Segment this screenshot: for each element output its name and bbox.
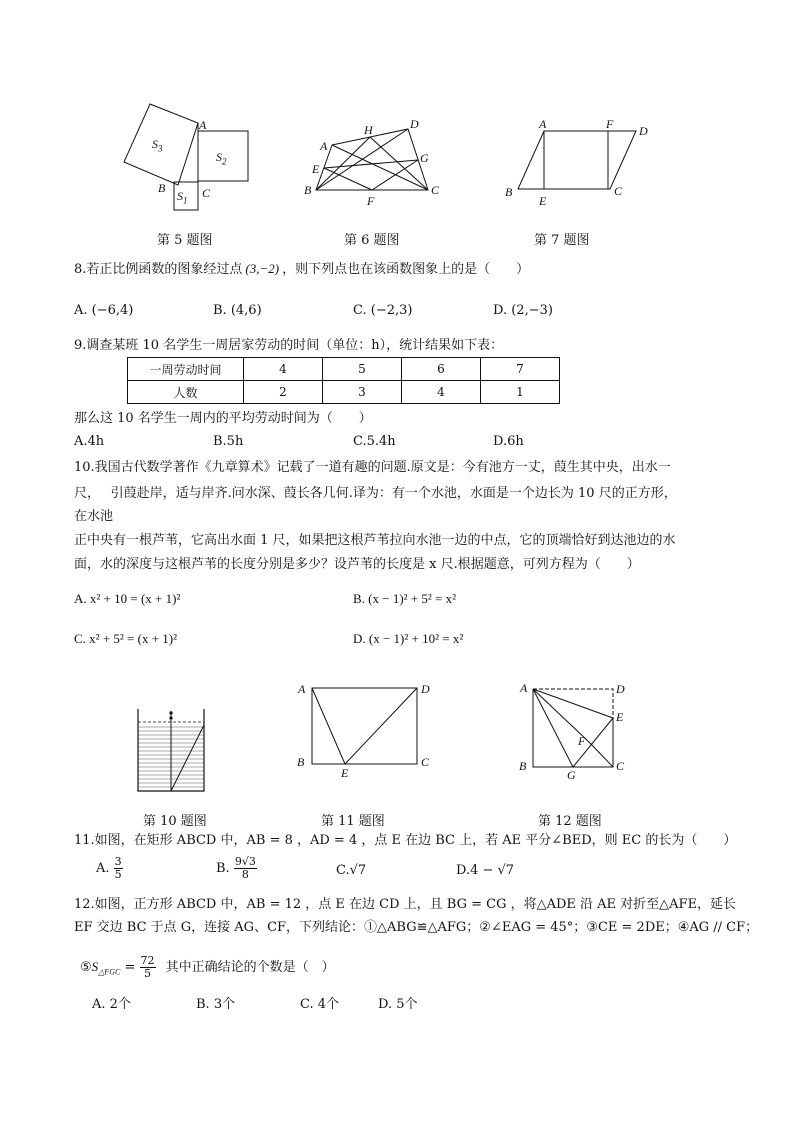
q11-stem: 11.如图，在矩形 ABCD 中，AB = 8 ，AD = 4 ，点 E 在边 BC 上，若 AE 平分∠BED，则 EC 的长为（ ）: [74, 833, 737, 848]
fig12-label-a: A: [520, 681, 528, 695]
q9-question: 那么这 10 名学生一周内的平均劳动时间为（ ）: [74, 411, 372, 426]
q8-option-d[interactable]: D. (2,−3): [493, 303, 553, 318]
q11-option-d[interactable]: D.4 − √7: [456, 863, 515, 878]
q9-option-d[interactable]: D.6h: [493, 434, 524, 449]
quadrilateral-abcd: [316, 129, 428, 190]
table-cell: 3: [323, 381, 402, 404]
fig7-label-f: F: [606, 117, 614, 131]
q10-line-2: 尺， 引葭赴岸，适与岸齐.问水深、葭长各几何.译为：有一个水池，水面是一个边长为 10 尺的正方形，: [74, 486, 677, 501]
table-row: [128, 358, 560, 381]
q10-line-3: 在水池: [74, 509, 114, 524]
table-cell: 4: [402, 381, 481, 404]
table-row: [128, 381, 560, 404]
fig12-label-e: E: [616, 710, 624, 724]
fig6-label-e: E: [312, 162, 320, 176]
parallelogram-abcd: [518, 131, 636, 189]
fig6-label-a: A: [320, 139, 328, 153]
fig5-label-s2: $S_2$: [216, 150, 227, 167]
table-cell: 7: [481, 358, 560, 381]
fig6-label-b: B: [304, 183, 312, 197]
fig5-label-a: A: [199, 118, 207, 132]
q12-line-2: EF 交边 BC 于点 G，连接 AG、CF，下列结论：①△ABG≌△AFG；②∠EAG = 45°；③CE = 2DE；④AG // CF；: [74, 920, 759, 935]
figure-11: [305, 680, 425, 770]
q12-option-c[interactable]: C. 4个: [300, 997, 340, 1012]
rectangle-abcd: [312, 688, 417, 764]
fig7-caption: 第 7 题图: [534, 233, 590, 248]
fig5-caption: 第 5 题图: [157, 233, 213, 248]
fig6-label-h: H: [364, 123, 373, 137]
table-cell: 2: [244, 381, 323, 404]
fig11-label-e: E: [341, 766, 349, 780]
fig5-label-s3: $S_3$: [152, 137, 163, 154]
fig10-caption: 第 10 题图: [143, 814, 207, 829]
q12-line-3: $⑤S_{\triangle FGC}$ = $\frac{72}{5}$ 其中正确结论的个数是（ ）: [80, 954, 335, 980]
q10-option-d[interactable]: D. (x − 1)² + 10² = x²: [353, 631, 464, 646]
fig7-label-c: C: [614, 184, 623, 198]
fig11-label-c: C: [421, 755, 430, 769]
fig12-label-d: D: [616, 682, 625, 696]
fig7-label-e: E: [539, 194, 547, 208]
q9-option-a[interactable]: A.4h: [74, 434, 105, 449]
q8-option-c[interactable]: C. (−2,3): [353, 303, 413, 318]
q12-option-b[interactable]: B. 3个: [196, 997, 236, 1012]
table-cell: 1: [481, 381, 560, 404]
q11-option-a[interactable]: A. $\frac{3}{5}$: [96, 855, 122, 881]
fig6-label-d: D: [410, 117, 419, 131]
q11-option-b[interactable]: B. $\frac{9√3}{8}$: [216, 855, 256, 881]
fig5-label-b: B: [158, 181, 166, 195]
fig11-label-a: A: [298, 682, 306, 696]
table-cell: 6: [402, 358, 481, 381]
fig12-label-g: G: [567, 768, 576, 782]
fig5-label-c: C: [202, 186, 211, 200]
table-cell: 5: [323, 358, 402, 381]
fig6-caption: 第 6 题图: [344, 233, 400, 248]
q12-option-d[interactable]: D. 5个: [378, 997, 418, 1012]
fig6-label-g: G: [420, 151, 429, 165]
q10-line-5: 面，水的深度与这根芦苇的长度分别是多少？设芦苇的长度是 x 尺.根据题意，可列方程为（ ）: [74, 557, 640, 572]
figure-12: [528, 683, 623, 773]
q8-option-a[interactable]: A. (−6,4): [74, 303, 134, 318]
q8-option-b[interactable]: B. (4,6): [213, 303, 262, 318]
q10-option-c[interactable]: C. x² + 5² = (x + 1)²: [74, 631, 178, 646]
triangle-abc: [174, 123, 198, 182]
q12-option-a[interactable]: A. 2个: [92, 997, 131, 1012]
fig12-label-c: C: [616, 759, 625, 773]
fig7-label-b: B: [505, 185, 513, 199]
fig6-label-c: C: [431, 183, 440, 197]
q11-option-c[interactable]: C.√7: [336, 863, 367, 878]
q10-option-a[interactable]: A. x² + 10 = (x + 1)²: [74, 591, 181, 606]
q9-option-c[interactable]: C.5.4h: [353, 434, 396, 449]
fig7-label-a: A: [539, 117, 547, 131]
fig12-label-f: F: [578, 734, 586, 748]
fig11-label-b: B: [297, 755, 305, 769]
fig11-label-d: D: [421, 682, 430, 696]
q9-stem: 9.调查某班 10 名学生一周居家劳动的时间（单位：h），统计结果如下表：: [74, 338, 504, 353]
fig5-label-s1: $S_1$: [177, 189, 188, 206]
table-cell: 4: [244, 358, 323, 381]
q9-option-b[interactable]: B.5h: [213, 434, 244, 449]
fig6-label-f: F: [367, 194, 375, 208]
fig12-caption: 第 12 题图: [538, 814, 602, 829]
table-cell: 人数: [128, 381, 244, 404]
q12-line-1: 12.如图，正方形 ABCD 中，AB = 12 ，点 E 在边 CD 上，且 BG = CG ，将△ADE 沿 AE 对折至△AFE，延长: [74, 897, 737, 912]
q10-line-4: 正中央有一根芦苇，它高出水面 1 尺，如果把这根芦苇拉向水池一边的中点，它的顶端恰好到达池边的水: [74, 533, 676, 548]
table-cell: 一周劳动时间: [128, 358, 244, 381]
fig7-label-d: D: [639, 124, 648, 138]
fig12-label-b: B: [519, 759, 527, 773]
q10-option-b[interactable]: B. (x − 1)² + 5² = x²: [353, 591, 457, 606]
fig11-caption: 第 11 题图: [321, 814, 385, 829]
q9-table: [127, 357, 560, 404]
figure-10: [132, 705, 212, 795]
q8-stem: 8.若正比例函数的图象经过点 (3,−2) ，则下列点也在该函数图象上的是（ ）: [74, 261, 530, 277]
q10-line-1: 10.我国古代数学著作《九章算术》记载了一道有趣的问题.原文是：今有池方一丈，葭生其中央，出水一: [74, 460, 671, 475]
